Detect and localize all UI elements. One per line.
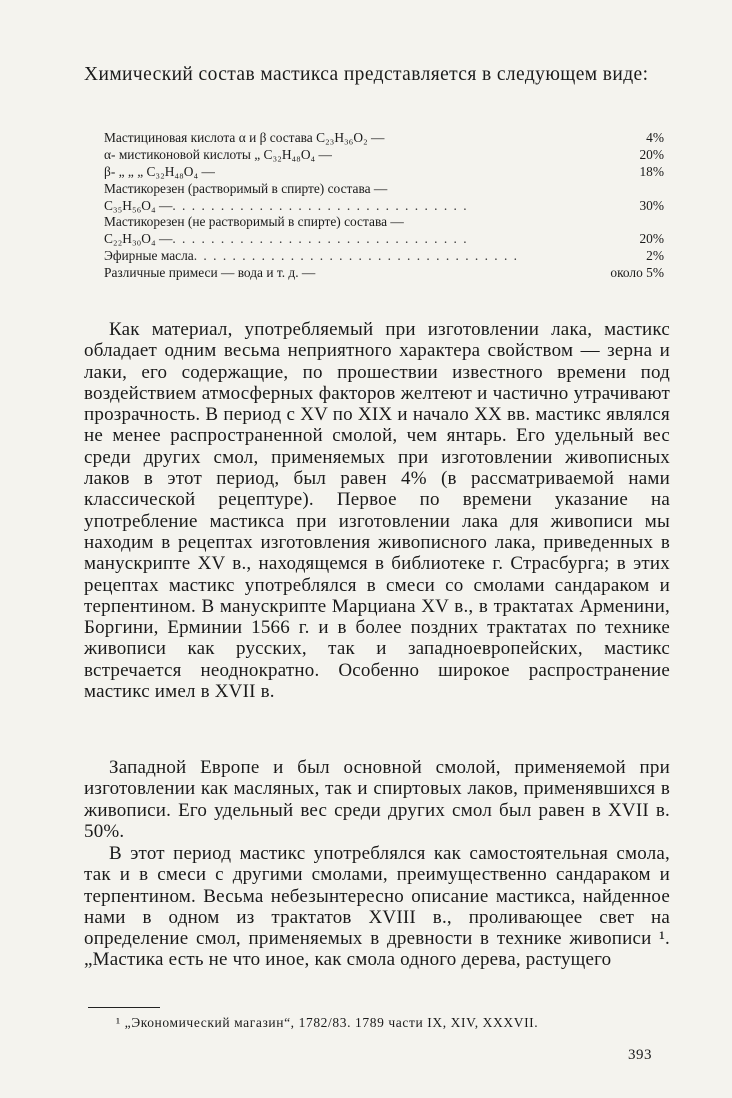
component-share: около 5% [610,265,664,281]
paragraph-mastic-material: Как материал, употребляемый при изготовлении лака, мастикс обладает одним весьма неприятного характера свойством — зерна и лаки, его содержащие, по прошествии известного времени под воздействием атмосферных факторов желтеют и частично утрачивают прозрачность. В период с XV по XIX и начало XX вв. мастикс являлся не менее распространенной смолой, чем янтарь. Его удельный вес среди других смол, применяемых при изготовлении живописных лаков в этот период, был равен 4% (в рассматриваемой нами классической рецептуре). Первое по времени указание на употребление мастикса при изготовлении лака для живописи мы находим в рецептах изготовления живописного лака, приведенных в манускрипте XV в., находящемся в библиотеке г. Страсбурга; в этих рецептах мастикс употреблялся в смеси со смолами сандараком и терпентином. В манускрипте Марциана XV в., в трактатах Арменини, Боргини, Ерминии 1566 г. и в более поздних трактатах по технике живописи как русских, так и западноевропейских, мастикс встречается неоднократно. Особенно широкое распространение мастикс имел в XVII в. [84,319,670,703]
leader-dots: . . . . . . . . . . . . . . . . . . . . . . . . . . . . . . . [172,231,469,247]
component-name: Мастикорезен (растворимый в спирте) состава — [104,180,388,196]
composition-row [104,147,664,164]
component-share: 18% [639,163,664,179]
composition-row [104,265,664,282]
component-share: 2% [646,248,664,264]
footnote-rule [88,1007,160,1008]
footnote: ¹ „Экономический магазин“, 1782/83. 1789 части IX, XIV, XXXVII. [116,1015,539,1030]
composition-row [104,248,664,265]
intro-text: Химический состав мастикса представляется в следующем виде: [84,64,649,85]
leader-dots: . . . . . . . . . . . . . . . . . . . . . . . . . . . . . . . [172,197,469,213]
page-number: 393 [628,1047,652,1063]
composition-row [104,130,664,147]
component-share: 20% [639,231,664,247]
composition-row [104,231,664,248]
component-name: C₂₂H₃₀O₄ — [104,231,173,247]
leader-dots: . . . . . . . . . . . . . . . . . . . . . . . . . . . . . . . . . . [193,248,519,264]
paragraph-western-europe: Западной Европе и был основной смолой, применяемой при изготовлении как масляных, так и спиртовых лаков, применявшихся в живописи. Его удельный вес среди других смол был равен в XVII в. 50%. [84,757,670,842]
component-share: 30% [639,197,664,213]
composition-row [104,181,664,198]
composition-row [104,214,664,231]
paragraph-independent-resin: В этот период мастикс употреблялся как самостоятельная смола, так и в смеси с другими смолами, преимущественно сандараком и терпентином. Весьма небезынтересно описание мастикса, найденное нами в одном из трактатов XVIII в., проливающее свет на определение смол, применяемых в древности в технике живописи ¹. „Мастика есть не что иное, как смола одного дерева, растущего [84,843,670,971]
component-name: β- „ „ „ C₃₂H₄₈O₄ — [104,163,215,179]
component-share: 20% [639,146,664,162]
component-name: Эфирные масла [104,248,194,264]
component-share: 4% [646,130,664,145]
composition-row [104,198,664,215]
component-name: C₃₅H₅₆O₄ — [104,197,173,213]
component-name: α- мистиконовой кислоты „ C₃₂H₄₈O₄ — [104,146,332,162]
component-name: Различные примеси — вода и т. д. — [104,265,316,281]
composition-list [104,130,664,282]
component-name: Мастикорезен (не растворимый в спирте) состава — [104,214,404,230]
composition-row [104,164,664,181]
component-name: Мастициновая кислота α и β состава C₂₃H₃₆O₂ — [104,130,385,145]
